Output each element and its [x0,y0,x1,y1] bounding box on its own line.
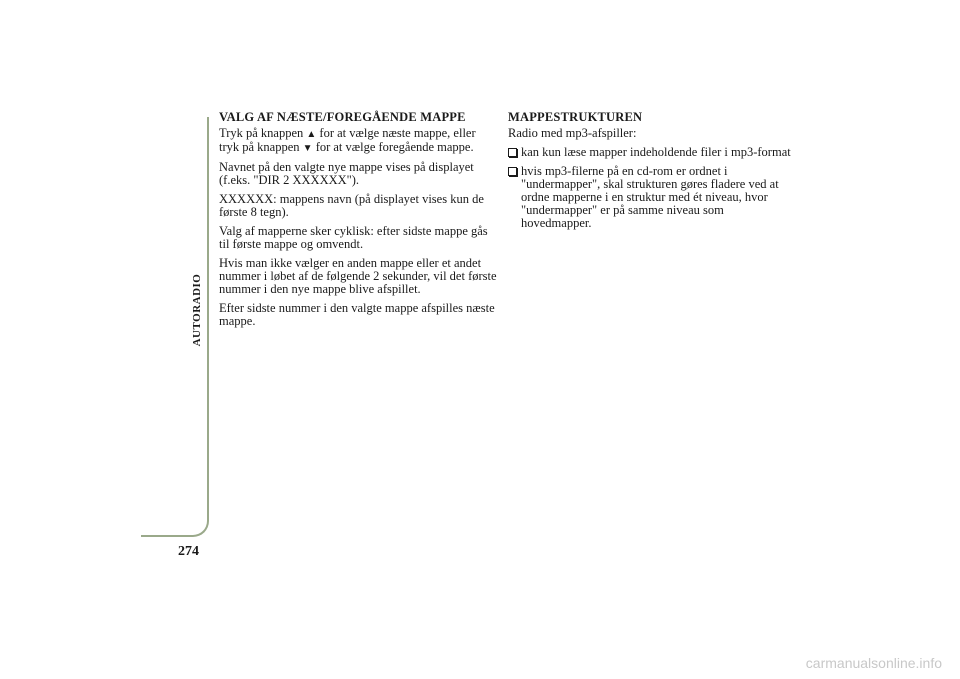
paragraph-next-folder: Efter sidste nummer i den valgte mappe afspilles næste mappe. [219,301,495,328]
page-number: 274 [178,544,199,559]
heading-folder-select: VALG AF NÆSTE/FOREGÅENDE MAPPE [219,110,466,124]
paragraph-buttons [219,127,497,155]
paragraph-timeout: Hvis man ikke vælger en anden mappe eller et andet nummer i løbet af de følgende 2 sekunder, vil det første nummer i den nye mappe blive afspillet. [219,256,497,296]
list-item-text: kan kun læse mapper indeholdende filer i mp3-format [521,145,791,159]
paragraph-text: for at vælge næste mappe, eller tryk på knappen [219,126,476,154]
down-arrow-icon: ▼ [302,143,313,154]
checkbox-bullet-icon [508,148,517,157]
list-item [508,146,793,159]
paragraph-folder-name: XXXXXX: mappens navn (på displayet vises kun de første 8 tegn). [219,192,484,219]
paragraph-text: for at vælge foregående mappe. [312,140,474,154]
up-arrow-icon: ▲ [306,129,317,140]
paragraph-text: Tryk på knappen [219,126,307,140]
watermark: carmanualsonline.info [805,655,942,671]
list-item [508,165,793,230]
heading-folder-structure: MAPPESTRUKTUREN [508,110,643,124]
checkbox-bullet-icon [508,167,517,176]
paragraph-cyclic: Valg af mapperne sker cyklisk: efter sidste mappe gås til første mappe og omvendt. [219,224,488,251]
section-label: AUTORADIO [191,273,203,347]
left-column [219,111,497,334]
bullet-list [508,146,793,230]
paragraph-intro: Radio med mp3-afspiller: [508,126,637,140]
right-column [508,111,793,236]
list-item-text: hvis mp3-filerne på en cd-rom er ordnet i "undermapper", skal strukturen gøres fladere ved at ordne mapperne i en struktur med ét niveau, hvor "undermapper" er på samme niveau som hovedmapper. [521,164,779,230]
paragraph-display-name: Navnet på den valgte nye mappe vises på displayet (f.eks. "DIR 2 XXXXXX"). [219,160,474,187]
